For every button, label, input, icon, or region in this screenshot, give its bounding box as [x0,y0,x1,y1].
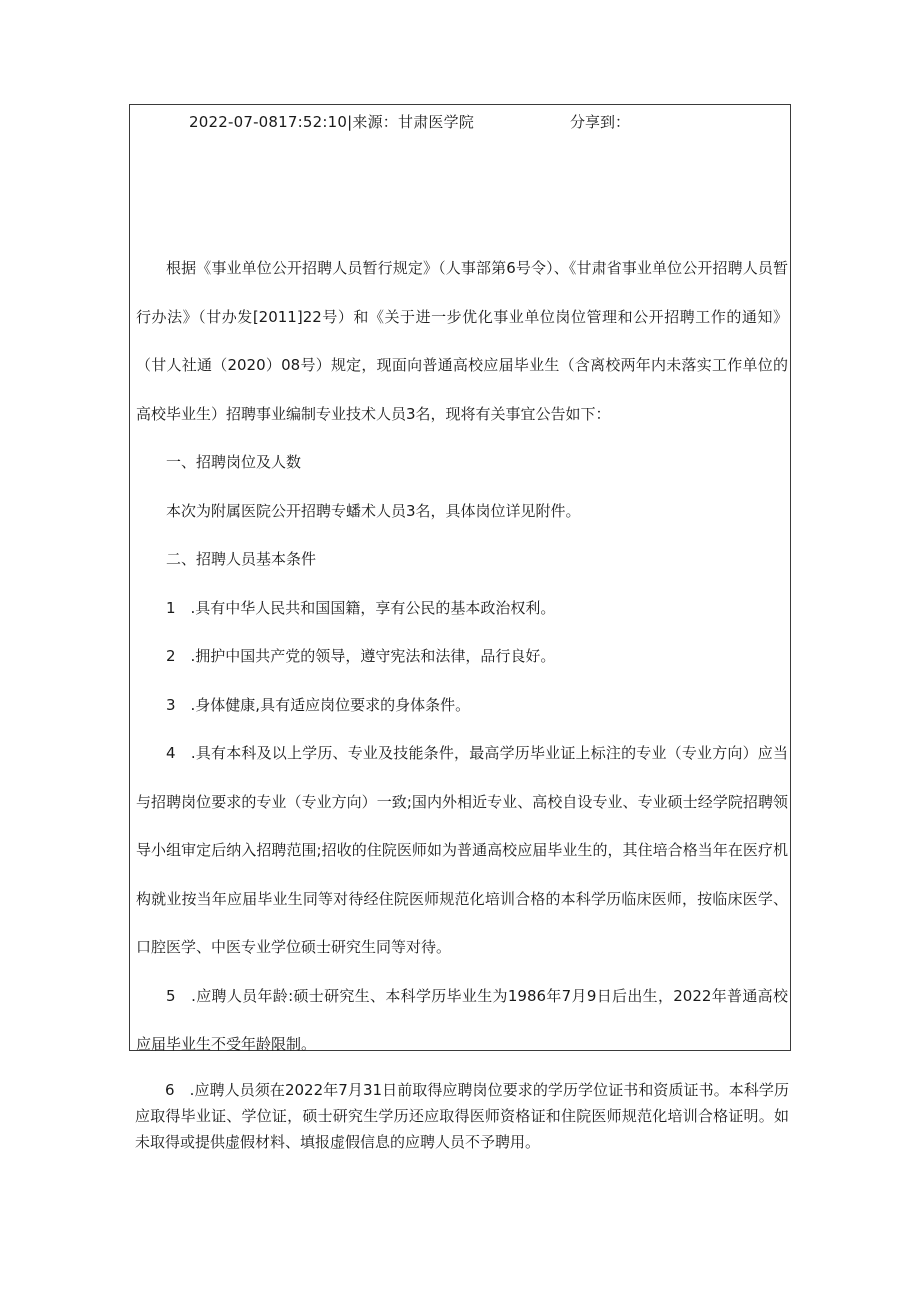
intro-paragraph: 根据《事业单位公开招聘人员暂行规定》（人事部第6号令）、《甘肃省事业单位公开招聘人员暂行办法》（甘办发[2011]22号）和《关于进一步优化事业单位岗位管理和公开招聘工作的通知》（甘人社通（2020）08号）规定，现面向普通高校应届毕业生（含离校两年内未落实工作单位的高校毕业生）招聘事业编制专业技术人员3名，现将有关事宜公告如下： [136,259,788,423]
section-title-positions: 一、招聘岗位及人数 [166,453,302,471]
article-body-continued [135,1077,789,1155]
condition-item-3: 3 .身体健康,具有适应岗位要求的身体条件。 [166,695,471,714]
bordered-content-frame [129,104,791,1051]
section-title-conditions: 二、招聘人员基本条件 [166,550,317,568]
article-body [136,244,788,1069]
publish-datetime: 2022-07-0817:52:10 [189,113,348,131]
condition-item-6: 6 .应聘人员须在2022年7月31日前取得应聘岗位要求的学历学位证书和资质证书。本科学历应取得毕业证、学位证，硕士研究生学历还应取得医师资格证和住院医师规范化培训合格证明。如未取得或提供虚假材料、填报虚假信息的应聘人员不予聘用。 [135,1081,789,1151]
share-label: 分享到： [570,113,631,131]
condition-item-5: 5 .应聘人员年龄:硕士研究生、本科学历毕业生为1986年7月9日后出生，2022年普通高校应届毕业生不受年龄限制。 [136,986,788,1053]
condition-item-2: 2 .拥护中国共产党的领导，遵守宪法和法律，品行良好。 [166,647,556,665]
source-separator: |来源： [347,113,399,131]
source-name: 甘肃医学院 [398,113,475,131]
condition-item-1: 1 .具有中华人民共和国国籍，享有公民的基本政治权利。 [166,598,556,617]
publish-meta [189,111,474,132]
section-body-positions: 本次为附属医院公开招聘专蟠术人员3名，具体岗位详见附件。 [166,501,581,520]
condition-item-4: 4 .具有本科及以上学历、专业及技能条件，最高学历毕业证上标注的专业（专业方向）应当与招聘岗位要求的专业（专业方向）一致;国内外相近专业、高校自设专业、专业硕士经学院招聘领导小组审定后纳入招聘范围;招收的住院医师如为普通高校应届毕业生的，其住培合格当年在医疗机构就业按当年应届毕业生同等对待经住院医师规范化培训合格的本科学历临床医师，按临床医学、口腔医学、中医专业学位硕士研究生同等对待。 [136,744,788,956]
